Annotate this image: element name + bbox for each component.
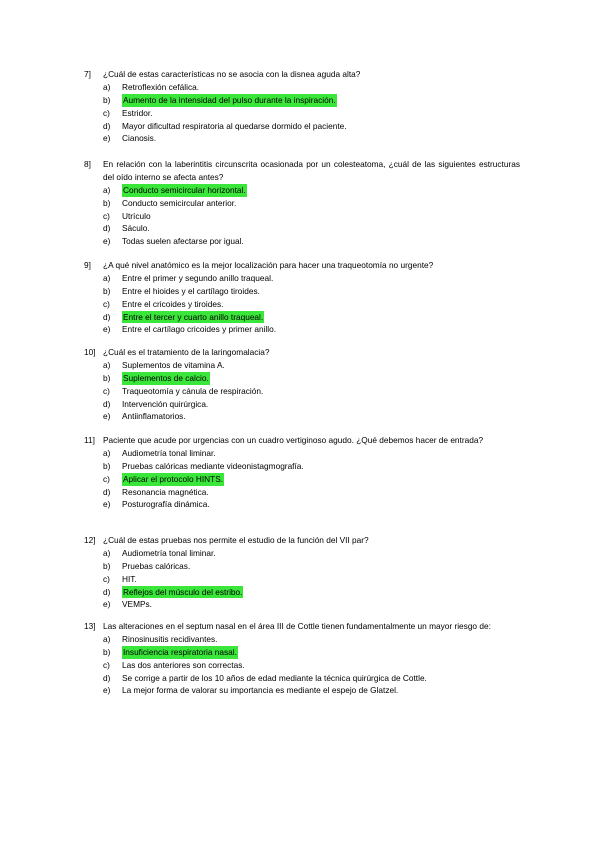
question-text: ¿A qué nivel anatómico es la mejor localización para hacer una traqueotomía no urgente? <box>103 260 434 270</box>
answer-highlight: Conducto semicircular horizontal. <box>123 184 246 195</box>
question-11 <box>84 434 520 511</box>
option-a: a) Rinosinusitis recidivantes. <box>103 633 218 644</box>
option-b-correct: b) Aumento de la intensidad del pulso durante la inspiración. <box>103 94 336 105</box>
option-a: a) Audiometría tonal liminar. <box>103 447 216 458</box>
question-8 <box>84 158 520 248</box>
question-10 <box>84 346 520 423</box>
option-c: c) Utrículo <box>103 210 151 221</box>
option-e: e) Todas suelen afectarse por igual. <box>103 236 244 247</box>
option-c: c) Estridor. <box>103 107 153 118</box>
question-7 <box>84 68 520 145</box>
option-a: a) Audiometría tonal liminar. <box>103 547 216 558</box>
question-text: Paciente que acude por urgencias con un cuadro vertiginoso agudo. ¿Qué debemos hacer de entrada? <box>103 435 484 445</box>
option-e: e) Posturografía dinámica. <box>103 499 210 510</box>
option-c: c) Las dos anteriores son correctas. <box>103 659 245 670</box>
answer-highlight: Aumento de la intensidad del pulso durante la inspiración. <box>123 94 336 105</box>
answer-highlight: Insuficiencia respiratoria nasal. <box>123 646 237 657</box>
option-d-correct: d) Entre el tercer y cuarto anillo traqueal. <box>103 311 264 322</box>
question-number: 8] <box>84 159 91 169</box>
option-a-correct: a) Conducto semicircular horizontal. <box>103 184 246 195</box>
option-d-correct: d) Reflejos del músculo del estribo. <box>103 586 243 597</box>
option-b-correct: b) Suplementos de calcio. <box>103 372 209 383</box>
option-e: e) VEMPs. <box>103 599 152 610</box>
option-d: d) Sáculo. <box>103 223 150 234</box>
question-text: ¿Cuál de estas características no se asocia con la disnea aguda alta? <box>103 69 361 79</box>
question-number: 12] <box>84 535 96 545</box>
option-c: c) HIT. <box>103 573 137 584</box>
option-c: c) Traqueotomía y cánula de respiración. <box>103 385 264 396</box>
option-e: e) La mejor forma de valorar su importancia es mediante el espejo de Glatzel. <box>103 685 399 696</box>
option-b: b) Pruebas calóricas. <box>103 560 191 571</box>
question-number: 13] <box>84 621 96 631</box>
option-b-correct: b) Insuficiencia respiratoria nasal. <box>103 646 237 657</box>
question-text: Las alteraciones en el septum nasal en el área III de Cottle tienen fundamentalmente un mayor riesgo de: <box>103 621 491 631</box>
answer-highlight: Aplicar el protocolo HINTS. <box>123 473 224 484</box>
answer-highlight: Reflejos del músculo del estribo. <box>123 586 243 597</box>
option-e: e) Entre el cartílago cricoides y primer anillo. <box>103 324 277 335</box>
question-number: 10] <box>84 347 96 357</box>
option-d: d) Resonancia magnética. <box>103 486 209 497</box>
option-b: b) Conducto semicircular anterior. <box>103 197 237 208</box>
question-number: 11] <box>84 435 95 445</box>
question-text: En relación con la laberintitis circunscrita ocasionada por un colesteatoma, ¿cuál de las siguientes estructuras del oído interno se afecta antes? <box>103 159 520 182</box>
option-c: c) Entre el cricoides y tiroides. <box>103 298 224 309</box>
option-e: e) Antiinflamatorios. <box>103 411 186 422</box>
question-text: ¿Cuál es el tratamiento de la laringomalacia? <box>103 347 270 357</box>
option-d: d) Mayor dificultad respiratoria al quedarse dormido el paciente. <box>103 120 347 131</box>
option-b: b) Entre el hioides y el cartílago tiroides. <box>103 285 260 296</box>
answer-highlight: Entre el tercer y cuarto anillo traqueal. <box>123 311 264 322</box>
option-e: e) Cianosis. <box>103 133 157 144</box>
question-12 <box>84 534 520 611</box>
option-c-correct: c) Aplicar el protocolo HINTS. <box>103 473 224 484</box>
question-number: 9] <box>84 260 91 270</box>
option-a: a) Suplementos de vitamina A. <box>103 359 225 370</box>
option-d: d) Se corrige a partir de los 10 años de edad mediante la técnica quirúrgica de Cottle. <box>103 672 427 683</box>
option-b: b) Pruebas calóricas mediante videonistagmografía. <box>103 460 304 471</box>
question-text: ¿Cuál de estas pruebas nos permite el estudio de la función del VII par? <box>103 535 369 545</box>
option-a: a) Retroflexión cefálica. <box>103 81 200 92</box>
option-d: d) Intervención quirúrgica. <box>103 398 209 409</box>
question-9 <box>84 259 520 336</box>
answer-highlight: Suplementos de calcio. <box>123 372 209 383</box>
question-13 <box>84 620 520 697</box>
option-a: a) Entre el primer y segundo anillo traqueal. <box>103 272 274 283</box>
question-number: 7] <box>84 69 91 79</box>
